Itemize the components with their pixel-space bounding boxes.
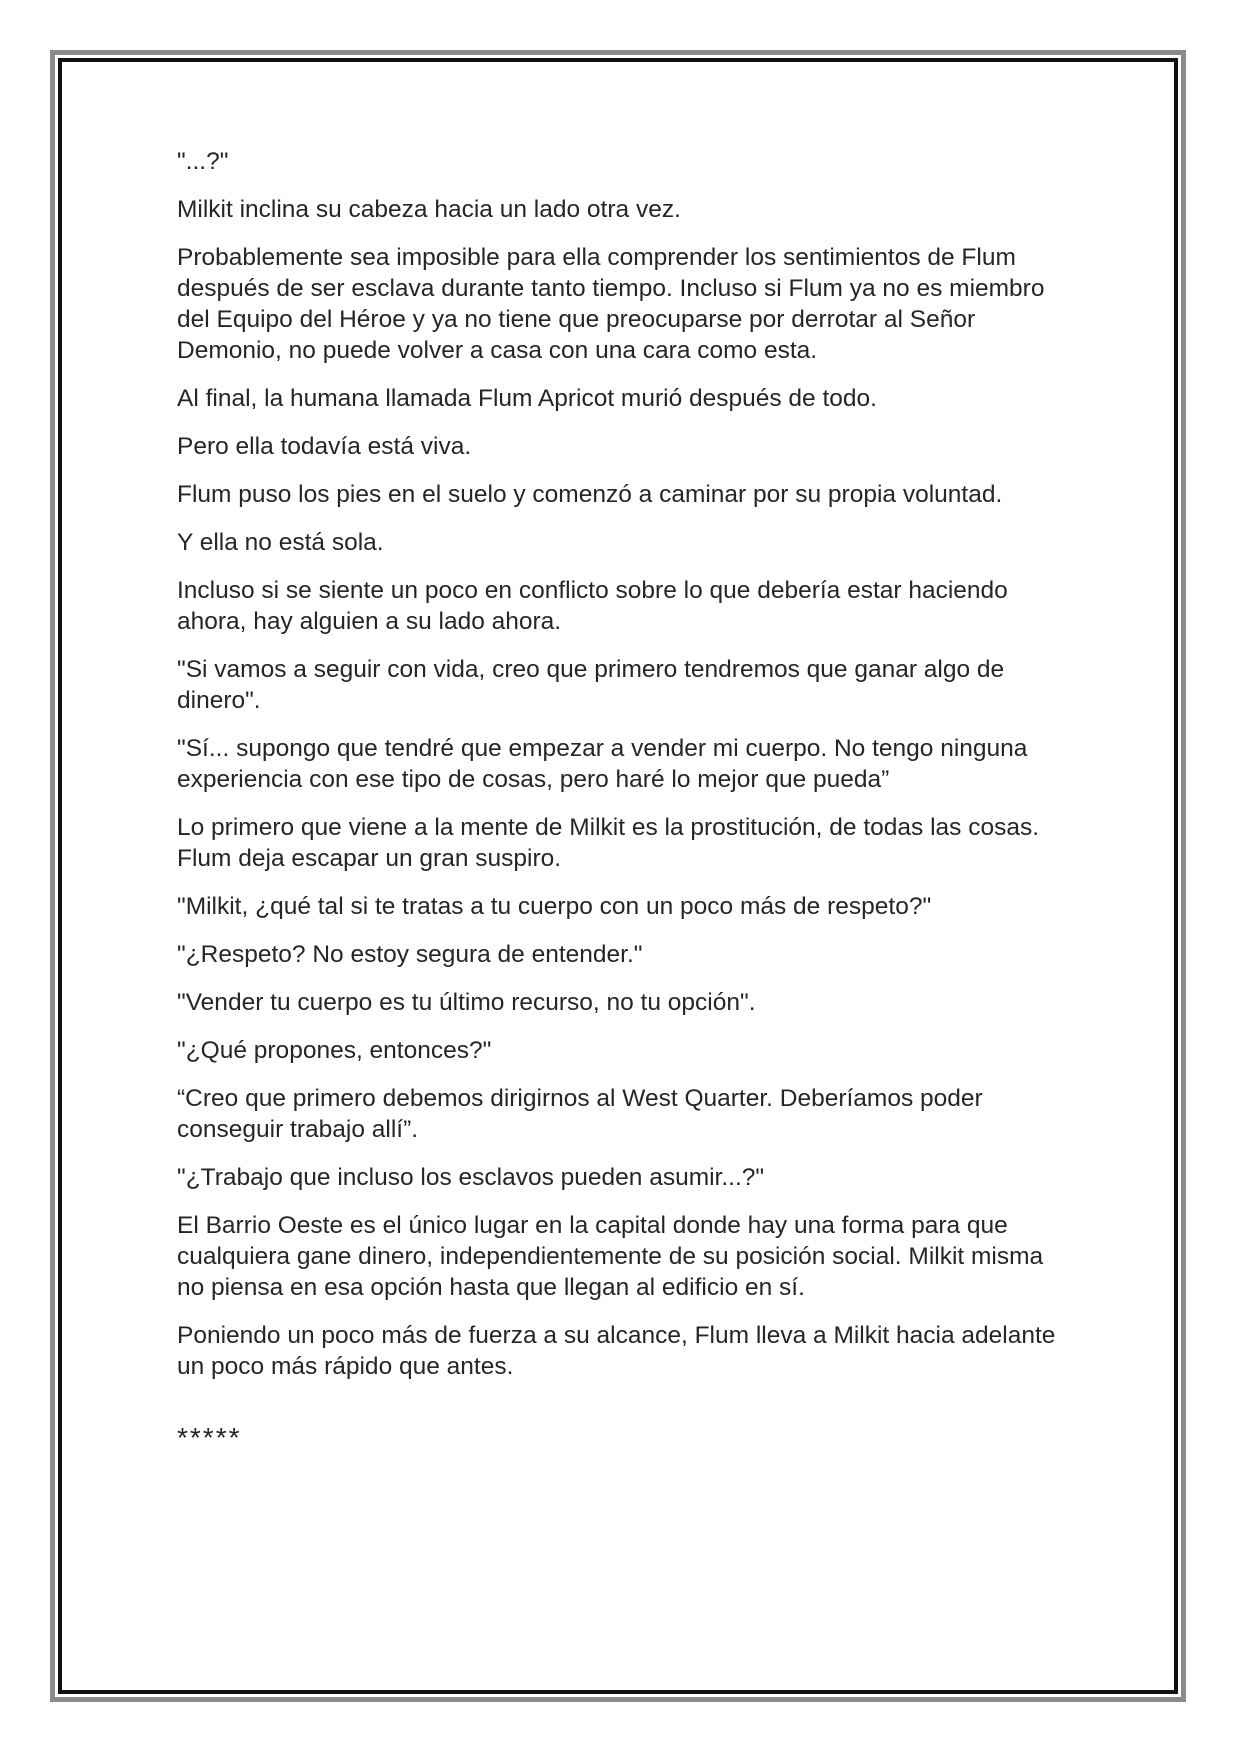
paragraph: "¿Qué propones, entonces?" [177, 1037, 492, 1064]
paragraph: Y ella no está sola. [177, 529, 384, 556]
paragraph: Lo primero que viene a la mente de Milkit es la prostitución, de todas las cosas. Flum deja escapar un gran suspiro. [177, 814, 1040, 872]
paragraph: Incluso si se siente un poco en conflicto sobre lo que debería estar haciendo ahora, hay alguien a su lado ahora. [177, 577, 1008, 635]
paragraph: Poniendo un poco más de fuerza a su alcance, Flum lleva a Milkit hacia adelante un poco más rápido que antes. [177, 1322, 1056, 1380]
paragraph: "¿Trabajo que incluso los esclavos pueden asumir...?" [177, 1164, 765, 1191]
paragraph: Probablemente sea imposible para ella comprender los sentimientos de Flum después de ser esclava durante tanto tiempo. Incluso si Flum ya no es miembro del Equipo del Héroe y ya no tiene que preocuparse por derrotar al Señor Demonio, no puede volver a casa con una cara como esta. [177, 244, 1045, 364]
paragraph: "...?" [177, 148, 229, 175]
paragraph: El Barrio Oeste es el único lugar en la capital donde hay una forma para que cualquiera gane dinero, independientemente de su posición social. Milkit misma no piensa en esa opción hasta que llegan al edificio en sí. [177, 1212, 1044, 1301]
scene-separator: ***** [177, 1422, 242, 1453]
paragraph: "Milkit, ¿qué tal si te tratas a tu cuerpo con un poco más de respeto?" [177, 893, 932, 920]
paragraph: "¿Respeto? No estoy segura de entender." [177, 941, 643, 968]
paragraph: Milkit inclina su cabeza hacia un lado otra vez. [177, 196, 681, 223]
paragraph: "Si vamos a seguir con vida, creo que primero tendremos que ganar algo de dinero". [177, 656, 1005, 714]
paragraph: "Vender tu cuerpo es tu último recurso, no tu opción". [177, 989, 756, 1016]
paragraph: "Sí... supongo que tendré que empezar a vender mi cuerpo. No tengo ninguna experiencia con ese tipo de cosas, pero haré lo mejor que pueda” [177, 735, 1028, 793]
document-body [177, 146, 1077, 1470]
paragraph: Al final, la humana llamada Flum Apricot murió después de todo. [177, 385, 877, 412]
paragraph: Flum puso los pies en el suelo y comenzó a caminar por su propia voluntad. [177, 481, 1003, 508]
paragraph: Pero ella todavía está viva. [177, 433, 472, 460]
paragraph: “Creo que primero debemos dirigirnos al West Quarter. Deberíamos poder conseguir trabajo allí”. [177, 1085, 983, 1143]
